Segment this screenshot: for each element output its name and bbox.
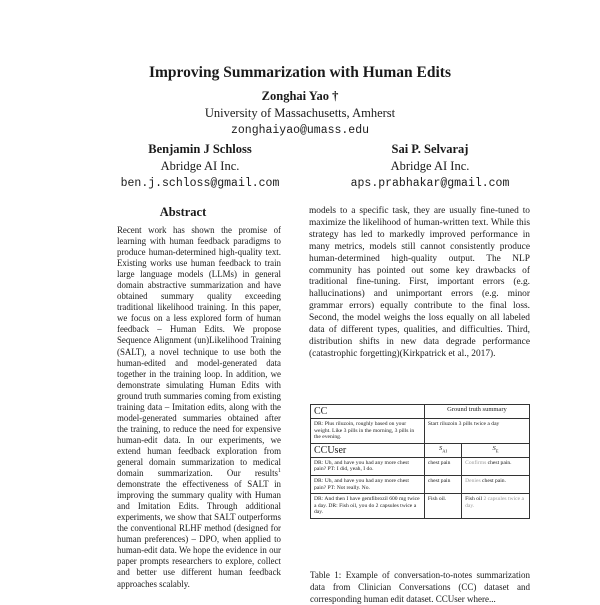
author-2-affiliation: Abridge AI Inc. <box>160 159 240 173</box>
ccuser-dialogue: DR: And then I have gemfibrozil 600 mg twice a day. DR: Fish oil, you do 2 capsules twice a day. <box>311 494 425 519</box>
ai-summary: Fish oil. <box>424 494 461 519</box>
ai-summary: chest pain <box>424 475 461 493</box>
table-row <box>311 494 530 519</box>
header-s-ai: $S_{AI}$ <box>424 443 461 457</box>
edited-summary <box>462 457 530 475</box>
ccuser-dialogue: DR: Uh, and have you had any more chest pain? PT: Not really. No. <box>311 475 425 493</box>
author-2-name: Benjamin J Schloss <box>148 142 252 156</box>
author-1-name: Zonghai Yao † <box>261 89 339 103</box>
author-1-email: zonghaiyao@umass.edu <box>230 124 370 137</box>
edited-summary <box>462 494 530 519</box>
abstract-text-part-1: Recent work has shown the promise of learning with human feedback paradigms to produce human-determined high-quality text. Existing works use human feedback to train large language models (LLMs) in general domain abstractive summarization and have obtained summary quality exceeding traditional likelihood training. In this paper, we focus on a less explored form of human feedback – Human Edits. We propose Sequence Alignment (un)Likelihood Training (SALT), a novel technique to use both the human-edited and model-generated data together in the training loop. In addition, we demonstrate simulating Human Edits with ground truth summaries coming from existing training data – Imitation edits, along with the model-generated summaries obtained after the training, to reduce the need for expensive human-edit data. In our experiments, we extend human feedback exploration from general domain summarization to medical domain summarization. Our results <box>117 225 281 479</box>
author-2 <box>60 141 340 192</box>
abstract-body <box>117 225 281 590</box>
header-s-e: $S_E$ <box>462 443 530 457</box>
header-cc: CC <box>311 405 425 419</box>
header-ccuser: CCUser <box>311 443 425 457</box>
edited-text-inserted: Confirms <box>465 459 487 466</box>
author-3-name: Sai P. Selvaraj <box>391 142 469 156</box>
edited-text: chest pain. <box>480 477 506 484</box>
abstract-heading: Abstract <box>159 205 207 219</box>
edited-text: chest pain. <box>486 459 512 466</box>
introduction-continued: models to a specific task, they are usually fine-tuned to maximize the likelihood of human-written text. While this strategy has led to markedly improved performance in many metrics, models still cannot consistently produce human-determined high-quality output. The NLP community has pointed out some key drawbacks of traditional fine-tuning. First, important errors (e.g. hallucinations) and unimportant errors (e.g. minor grammar errors) equally contribute to the final loss. Second, the model weighs the loss equally on all labeled data of different types, qualities, and difficulties. Third, distribution shifts in new data degrade performance (catastrophic forgetting)(Kirkpatrick et al., 2017). <box>309 206 530 359</box>
edited-text-inserted: Denies <box>465 477 481 484</box>
edited-text: Fish oil <box>465 496 484 503</box>
author-3-email: aps.prabhakar@gmail.com <box>350 177 510 190</box>
edited-text-inserted: 2 capsules twice a day. <box>465 496 524 509</box>
header-ground-truth: Ground truth summary <box>424 405 529 419</box>
author-3-affiliation: Abridge AI Inc. <box>390 159 470 173</box>
ccuser-dialogue: DR: Uh, and have you had any more chest pain? PT: I did, yeah, I do. <box>311 457 425 475</box>
author-1 <box>150 88 450 139</box>
ground-truth-summary: Start riluzoin 3 pills twice a day <box>424 419 529 444</box>
ai-summary: chest pain <box>424 457 461 475</box>
author-1-affiliation: University of Massachusetts, Amherst <box>204 106 396 120</box>
table-caption: Table 1: Example of conversation-to-notes summarization data from Clinician Conversations (CC) dataset and corresponding human edit dataset. CCUser where... <box>310 570 530 604</box>
example-table <box>310 404 530 519</box>
table-row <box>311 457 530 475</box>
author-2-email: ben.j.schloss@gmail.com <box>120 177 280 190</box>
edited-summary <box>462 475 530 493</box>
author-3 <box>300 141 560 192</box>
paper-title: Improving Summarization with Human Edits <box>148 64 451 81</box>
footnote-marker: 1 <box>278 468 281 475</box>
table-row <box>311 475 530 493</box>
cc-dialogue: DR: Plus riluzoin, roughly based on your weight. Like 3 pills in the morning, 3 pills in the evening. <box>311 419 425 444</box>
abstract-text-part-2: demonstrate the effectiveness of SALT in improving the summary quality with Human and Imitation Edits. Through additional experiments, we show that SALT outperforms the conventional RLHF method (designed for human preferences) – DPO, when applied to human-edit data. We hope the evidence in our paper prompts researchers to explore, collect and better use different human feedback approaches scalably. <box>117 479 281 589</box>
